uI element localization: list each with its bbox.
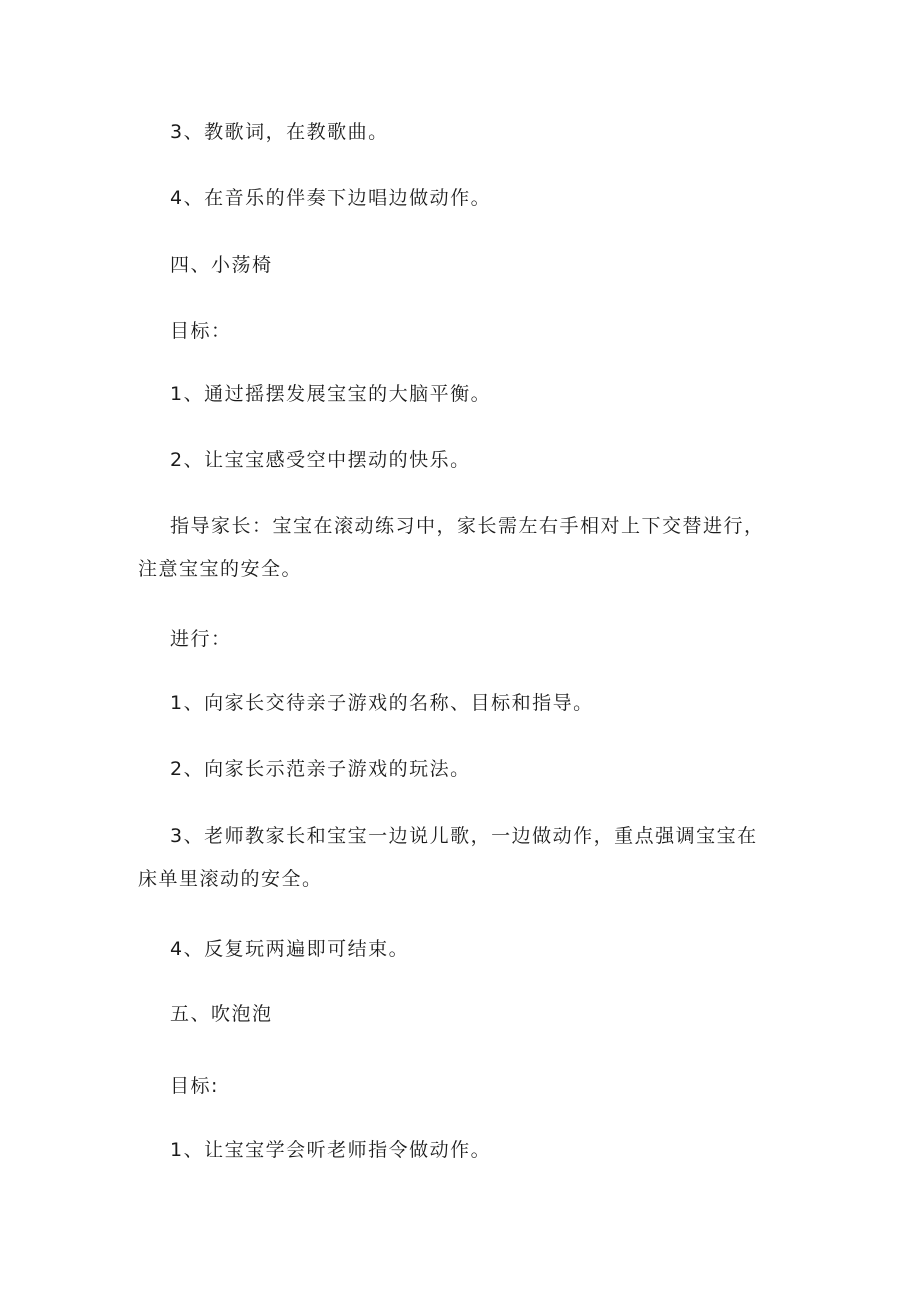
paragraph: 3、老师教家长和宝宝一边说儿歌，一边做动作，重点强调宝宝在床单里滚动的安全。 <box>138 825 758 890</box>
paragraph: 1、向家长交待亲子游戏的名称、目标和指导。 <box>170 692 594 714</box>
paragraph: 目标： <box>170 320 232 342</box>
paragraph: 2、让宝宝感受空中摆动的快乐。 <box>170 449 471 471</box>
paragraph: 1、通过摇摆发展宝宝的大脑平衡。 <box>170 383 492 405</box>
paragraph: 1、让宝宝学会听老师指令做动作。 <box>170 1139 492 1161</box>
paragraph: 4、反复玩两遍即可结束。 <box>170 938 410 960</box>
paragraph: 3、教歌词，在教歌曲。 <box>170 121 389 143</box>
section-heading: 四、小荡椅 <box>170 254 273 276</box>
paragraph: 2、向家长示范亲子游戏的玩法。 <box>170 758 471 780</box>
paragraph: 4、在音乐的伴奏下边唱边做动作。 <box>170 187 492 209</box>
paragraph: 目标: <box>170 1075 219 1097</box>
paragraph: 指导家长：宝宝在滚动练习中，家长需左右手相对上下交替进行，注意宝宝的安全。 <box>138 515 765 580</box>
section-heading: 五、吹泡泡 <box>170 1003 273 1025</box>
paragraph: 进行： <box>170 628 232 650</box>
